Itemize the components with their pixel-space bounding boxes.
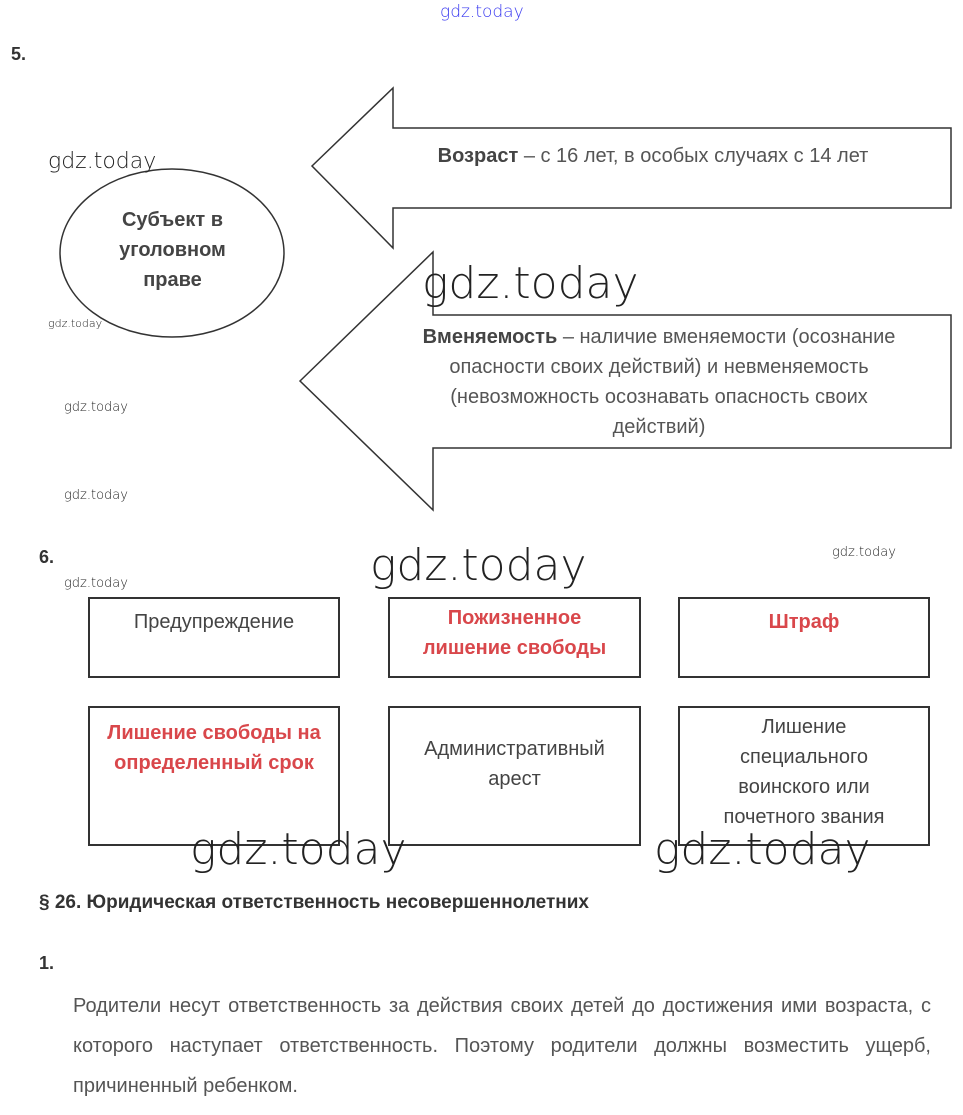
subject-line: праве bbox=[143, 269, 202, 291]
punishment-box: Предупреждение bbox=[88, 597, 340, 678]
watermark: gdz.today bbox=[64, 488, 128, 503]
sanity-line: – наличие вменяемости (осознание bbox=[557, 326, 896, 348]
sanity-term: Вменяемость bbox=[422, 326, 558, 348]
task-6-number: 6. bbox=[39, 547, 55, 567]
subject-line: уголовном bbox=[119, 239, 226, 261]
sanity-line: (невозможность осознавать опасность своих bbox=[450, 386, 868, 408]
watermark: gdz.today bbox=[440, 2, 524, 22]
section-title: § 26. Юридическая ответственность несовершеннолетних bbox=[39, 892, 589, 913]
answer-paragraph: Родители несут ответственность за действия своих детей до достижения ими возраста, с которого наступает ответственность. Поэтому родители должны возместить ущерб, причиненный ребенком. bbox=[73, 995, 931, 1097]
watermark: gdz.today bbox=[370, 540, 587, 591]
age-desc: – с 16 лет, в особых случаях с 14 лет bbox=[518, 145, 869, 167]
watermark: gdz.today bbox=[832, 545, 896, 560]
watermark: gdz.today bbox=[190, 824, 407, 875]
sanity-text bbox=[380, 322, 938, 442]
sanity-line: действий) bbox=[612, 416, 706, 438]
watermark: gdz.today bbox=[48, 317, 103, 330]
watermark: gdz.today bbox=[64, 576, 128, 591]
watermark: gdz.today bbox=[422, 258, 639, 309]
punishment-box: Административный арест bbox=[388, 706, 641, 846]
section-task-number: 1. bbox=[39, 953, 55, 973]
watermark: gdz.today bbox=[48, 149, 157, 174]
punishment-box: Лишение специального воинского или почетного звания bbox=[678, 706, 930, 846]
watermark: gdz.today bbox=[654, 824, 871, 875]
subject-line: Субъект в bbox=[121, 209, 223, 231]
subject-label bbox=[60, 205, 285, 295]
sanity-line: опасности своих действий) и невменяемость bbox=[449, 356, 869, 378]
watermark: gdz.today bbox=[64, 400, 128, 415]
age-text bbox=[393, 141, 913, 171]
age-term: Возраст bbox=[437, 145, 519, 167]
punishment-box: Лишение свободы на определенный срок bbox=[88, 706, 340, 846]
punishment-box: Пожизненное лишение свободы bbox=[388, 597, 641, 678]
task-5-number: 5. bbox=[11, 44, 27, 64]
punishment-box: Штраф bbox=[678, 597, 930, 678]
